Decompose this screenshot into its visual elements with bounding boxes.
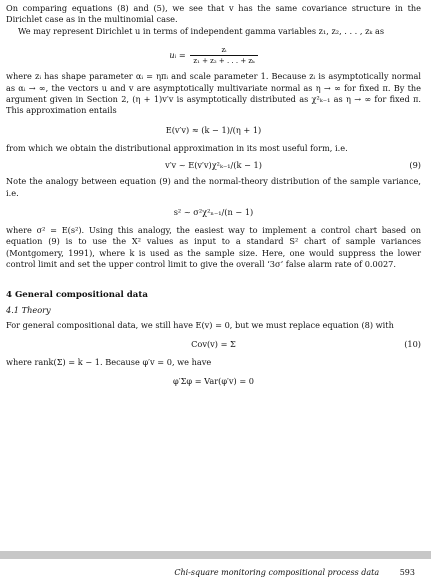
equation-last [6, 374, 421, 388]
equation-s2-text: s² ~ σ²χ²ₙ₋₁/(n − 1) [173, 207, 254, 218]
page-number: 593 [399, 568, 415, 577]
page-footer [0, 568, 415, 577]
equation-10-number: (10) [404, 339, 421, 350]
paragraph-4: from which we obtain the distributional approximation in its most useful form, i.e. [6, 142, 348, 153]
equation-u-denominator: z₁ + z₂ + . . . + zₖ [193, 56, 255, 65]
equation-s2 [6, 205, 421, 219]
paragraph-1: On comparing equations (8) and (5), we see that v has the same covariance structure in the Dirichlet case as in the multinomial case. [6, 3, 421, 25]
section-heading: 4 General compositional data [6, 289, 148, 300]
equation-9-number: (9) [409, 160, 421, 171]
paragraph-8: where rank(Σ) = k − 1. Because φ′v = 0, we have [6, 357, 212, 368]
equation-u-fraction [190, 45, 257, 66]
footer-rule [0, 551, 431, 559]
subsection-heading: 4.1 Theory [6, 304, 51, 315]
equation-9 [6, 158, 421, 172]
paragraph-2: We may represent Dirichlet u in terms of independent gamma variables z₁, z₂, . . . , zₖ as [18, 25, 385, 36]
paragraph-3: where zᵢ has shape parameter αᵢ = ηπᵢ and scale parameter 1. Because zᵢ is asymptotically normal as αᵢ → ∞, the vectors u and v are asymptotically multivariate normal as η → ∞ for fixed π. By the argument given in Section 2, (η + 1)v′v is asymptotically distributed as χ²ₖ₋₁ as η → ∞ for fixed π. This approximation entails [6, 71, 421, 116]
paragraph-5: Note the analogy between equation (9) and the normal-theory distribution of the sample variance, i.e. [6, 176, 421, 198]
equation-9-text: v′v ~ E(v′v)χ²ₖ₋₁/(k − 1) [165, 160, 262, 171]
equation-u-lhs: uᵢ = [169, 50, 186, 61]
equation-last-text: φ′Σφ = Var(φ′v) = 0 [172, 375, 254, 386]
equation-u [6, 39, 421, 69]
running-title: Chi-square monitoring compositional process data [174, 568, 380, 577]
equation-10 [6, 337, 421, 351]
paragraph-6: where σ² = E(s²). Using this analogy, the easiest way to implement a control chart based on equation (9) is to use the X² values as input to a standard S² chart of sample variances (Montgomery, 1991), where k is used as the sample size. Here, one would suppress the lower control limit and set the upper control limit to give the overall ‘3σ’ false alarm rate of 0.0027. [6, 225, 421, 270]
equation-u-numerator: zᵢ [190, 45, 257, 56]
equation-expectation-text: E(v′v) ≈ (k − 1)/(η + 1) [165, 124, 262, 135]
equation-10-text: Cov(v) = Σ [191, 339, 236, 350]
equation-expectation [6, 123, 421, 137]
page-body [6, 3, 421, 388]
paragraph-7: For general compositional data, we still have E(v) = 0, but we must replace equation (8) with [6, 319, 394, 330]
